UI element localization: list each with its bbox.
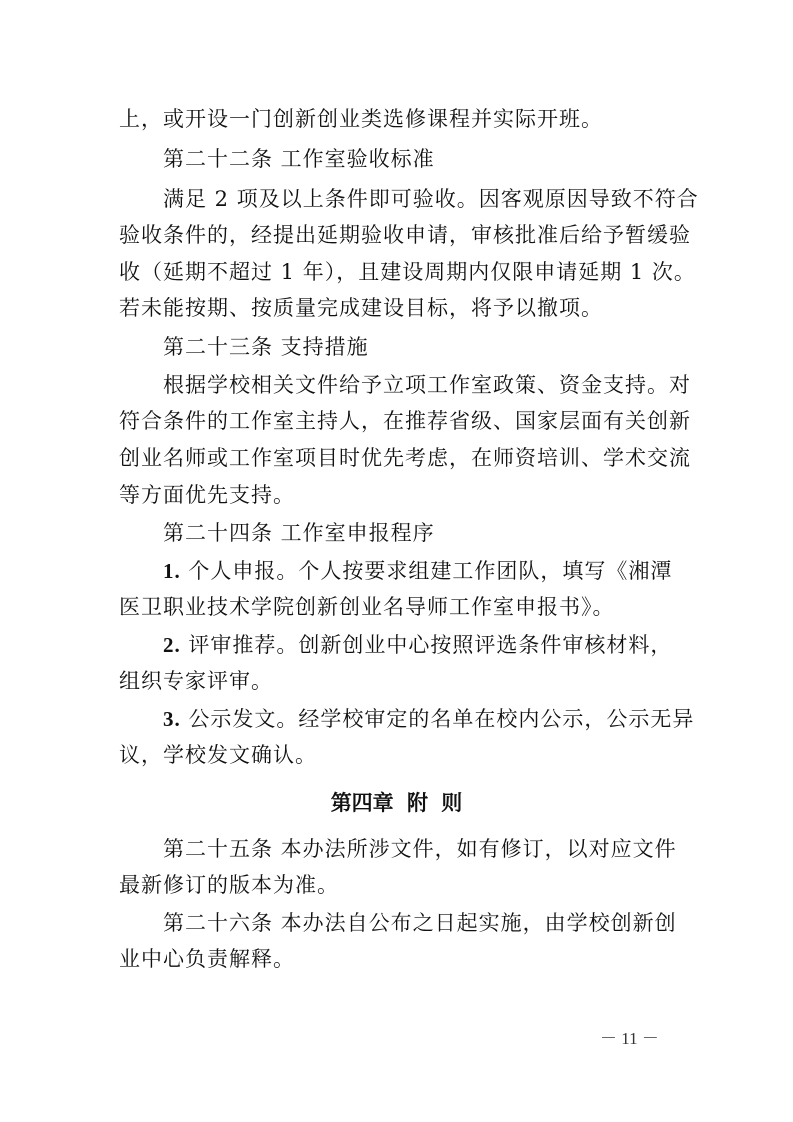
chapter-title: 第四章 附 则	[330, 791, 463, 815]
body-line: 最新修订的版本为准。	[119, 873, 339, 897]
article-heading-24: 第二十四条 工作室申报程序	[163, 521, 435, 545]
step-number: 3.	[163, 707, 181, 731]
page-number: － 11 －	[600, 1029, 659, 1048]
step-1	[163, 556, 672, 586]
step-text: 公示发文。经学校审定的名单在校内公示，公示无异	[180, 707, 695, 731]
body-line: 业中心负责解释。	[119, 947, 295, 971]
article-25: 第二十五条 本办法所涉文件，如有修订，以对应文件	[163, 837, 677, 861]
step-text: 评审推荐。创新创业中心按照评选条件审核材料，	[180, 633, 673, 657]
body-line: 上，或开设一门创新创业类选修课程并实际开班。	[119, 107, 603, 131]
step-number: 2.	[163, 633, 181, 657]
step-3-continued: 议，学校发文确认。	[119, 743, 317, 767]
body-line: 收（延期不超过 1 年），且建设周期内仅限申请延期 1 次。	[119, 260, 696, 284]
step-2	[163, 630, 672, 660]
article-26: 第二十六条 本办法自公布之日起实施，由学校创新创	[163, 911, 677, 935]
body-line: 创业名师或工作室项目时优先考虑，在师资培训、学术交流	[119, 446, 691, 470]
body-line: 等方面优先支持。	[119, 483, 295, 507]
article-heading-23: 第二十三条 支持措施	[163, 335, 369, 359]
step-text: 个人申报。个人按要求组建工作团队，填写《湘潭	[180, 559, 673, 583]
step-number: 1.	[163, 559, 181, 583]
body-line: 根据学校相关文件给予立项工作室政策、资金支持。对	[163, 373, 691, 397]
article-heading-22: 第二十二条 工作室验收标准	[163, 147, 435, 171]
body-line: 验收条件的，经提出延期验收申请，审核批准后给予暂缓验	[119, 223, 691, 247]
step-2-continued: 组织专家评审。	[119, 669, 273, 693]
body-line: 符合条件的工作室主持人，在推荐省级、国家层面有关创新	[119, 409, 691, 433]
body-line: 若未能按期、按质量完成建设目标，将予以撤项。	[119, 296, 603, 320]
body-line: 满足 2 项及以上条件即可验收。因客观原因导致不符合	[163, 187, 699, 211]
step-1-continued: 医卫职业技术学院创新创业名导师工作室申报书》。	[119, 595, 615, 619]
step-3	[163, 704, 694, 734]
